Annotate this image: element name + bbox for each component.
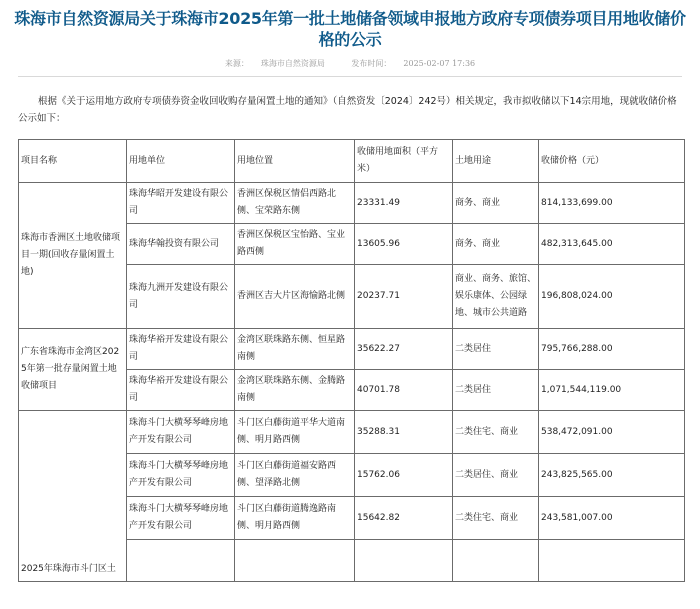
land-area: 35288.31 (355, 411, 453, 454)
land-unit: 珠海华裕开发建设有限公司 (127, 370, 235, 411)
project-name: 2025年珠海市斗门区土 (19, 411, 127, 582)
land-price: 795,766,288.00 (539, 329, 685, 370)
land-price: 196,808,024.00 (539, 265, 685, 329)
land-location: 斗门区白藤街道腾逸路南侧、明月路西侧 (235, 497, 355, 540)
article-meta (0, 58, 700, 69)
land-area: 20237.71 (355, 265, 453, 329)
table-row (19, 183, 685, 224)
land-use (453, 540, 539, 582)
land-location: 香洲区吉大片区海愉路北侧 (235, 265, 355, 329)
land-location: 香洲区保税区宝怡路、宝业路西侧 (235, 224, 355, 265)
land-unit: 珠海斗门大横琴琴峰房地产开发有限公司 (127, 454, 235, 497)
land-location: 金湾区联珠路东侧、金腾路南侧 (235, 370, 355, 411)
date-info (345, 59, 481, 68)
land-area (355, 540, 453, 582)
land-location: 金湾区联珠路东侧、恒星路南侧 (235, 329, 355, 370)
land-area: 40701.78 (355, 370, 453, 411)
land-unit: 珠海华昭开发建设有限公司 (127, 183, 235, 224)
source-info (219, 59, 331, 68)
land-use: 二类居住 (453, 370, 539, 411)
land-unit (127, 540, 235, 582)
land-area: 13605.96 (355, 224, 453, 265)
header-project: 项目名称 (19, 140, 127, 183)
land-price: 538,472,091.00 (539, 411, 685, 454)
land-use: 商务、商业 (453, 183, 539, 224)
land-price: 1,071,544,119.00 (539, 370, 685, 411)
table-header-row (19, 140, 685, 183)
header-use: 土地用途 (453, 140, 539, 183)
header-location: 用地位置 (235, 140, 355, 183)
land-unit: 珠海华翰投资有限公司 (127, 224, 235, 265)
land-area: 35622.27 (355, 329, 453, 370)
land-location (235, 540, 355, 582)
project-name: 珠海市香洲区土地收储项目一期(回收存量闲置土地) (19, 183, 127, 329)
article-title: 珠海市自然资源局关于珠海市2025年第一批土地储备领域申报地方政府专项债券项目用地收储价格的公示 (14, 9, 686, 49)
intro-paragraph: 根据《关于运用地方政府专项债券资金收回收购存量闲置土地的通知》（自然资发〔2024〕242号）相关规定，我市拟收储以下14宗用地，现就收储价格公示如下： (18, 95, 677, 124)
land-use: 商业、商务、旅馆、娱乐康体、公园绿地、城市公共道路 (453, 265, 539, 329)
land-area: 23331.49 (355, 183, 453, 224)
land-unit: 珠海斗门大横琴琴峰房地产开发有限公司 (127, 411, 235, 454)
land-area: 15642.82 (355, 497, 453, 540)
land-price: 243,581,007.00 (539, 497, 685, 540)
land-unit: 珠海斗门大横琴琴峰房地产开发有限公司 (127, 497, 235, 540)
source-value: 珠海市自然资源局 (260, 59, 325, 68)
project-name: 广东省珠海市金湾区2025年第一批存量闲置土地收储项目 (19, 329, 127, 411)
land-price (539, 540, 685, 582)
price-table (18, 139, 685, 582)
land-location: 香洲区保税区情侣西路北侧、宝荣路东侧 (235, 183, 355, 224)
table-row (19, 411, 685, 454)
land-use: 二类居住 (453, 329, 539, 370)
land-unit: 珠海华裕开发建设有限公司 (127, 329, 235, 370)
land-use: 二类住宅、商业 (453, 411, 539, 454)
header-unit: 用地单位 (127, 140, 235, 183)
header-price: 收储价格（元） (539, 140, 685, 183)
land-price: 243,825,565.00 (539, 454, 685, 497)
land-use: 二类居住、商业 (453, 454, 539, 497)
land-area: 15762.06 (355, 454, 453, 497)
land-use: 商务、商业 (453, 224, 539, 265)
date-label: 发布时间： (351, 59, 392, 68)
land-price: 482,313,645.00 (539, 224, 685, 265)
land-price: 814,133,699.00 (539, 183, 685, 224)
date-value: 2025-02-07 17:36 (403, 59, 476, 68)
land-location: 斗门区白藤街道福安路西侧、望泽路北侧 (235, 454, 355, 497)
land-unit: 珠海九洲开发建设有限公司 (127, 265, 235, 329)
land-location: 斗门区白藤街道平华大道南侧、明月路西侧 (235, 411, 355, 454)
title-divider (18, 76, 682, 77)
header-area: 收储用地面积（平方米） (355, 140, 453, 183)
land-use: 二类住宅、商业 (453, 497, 539, 540)
table-row (19, 329, 685, 370)
source-label: 来源： (224, 59, 249, 68)
